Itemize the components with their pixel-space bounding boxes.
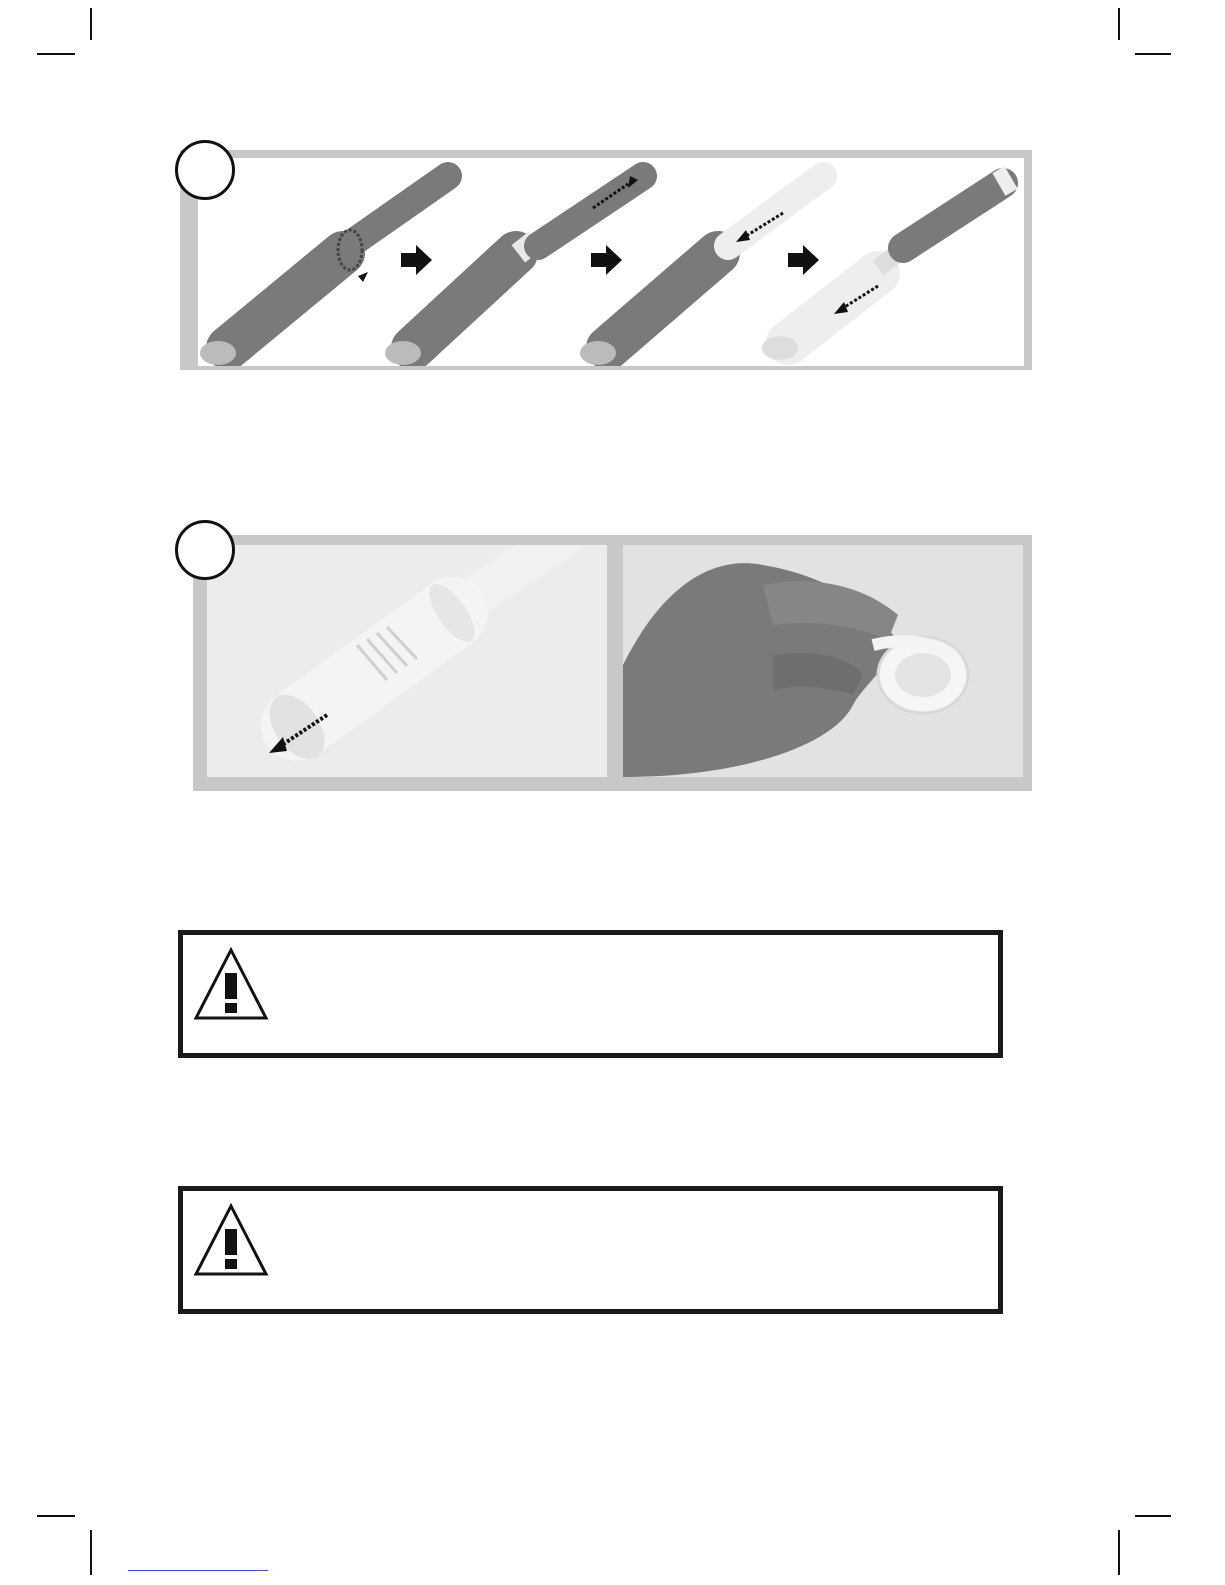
step2-panel <box>193 535 1032 791</box>
hand-holding-part-photo <box>623 545 1023 777</box>
arrow-right-icon <box>591 245 622 275</box>
crop-mark-top-left-v <box>90 8 92 40</box>
warning-box-1 <box>178 930 1003 1058</box>
crop-mark-bottom-left-h <box>37 1515 75 1517</box>
arrow-right-icon <box>401 245 432 275</box>
arrow-right-icon <box>788 245 819 275</box>
white-handle-rotate-photo <box>207 545 607 777</box>
crop-mark-bottom-left-v <box>90 1530 92 1575</box>
warning-box-2 <box>178 1186 1003 1314</box>
crop-mark-top-right-h <box>1135 53 1171 55</box>
warning-triangle-icon <box>193 1203 269 1277</box>
step1-circle <box>175 140 235 200</box>
crop-mark-top-right-v <box>1118 8 1120 40</box>
crop-mark-bottom-right-v <box>1118 1530 1120 1575</box>
warning-triangle-icon <box>193 947 269 1021</box>
footer-link[interactable] <box>128 1570 268 1571</box>
step2-circle <box>175 520 235 580</box>
step1-illustration <box>198 158 1024 366</box>
crop-mark-top-left-h <box>37 53 75 55</box>
step1-panel <box>180 150 1032 370</box>
crop-mark-bottom-right-h <box>1135 1515 1171 1517</box>
step1-panel-inner <box>198 158 1024 366</box>
